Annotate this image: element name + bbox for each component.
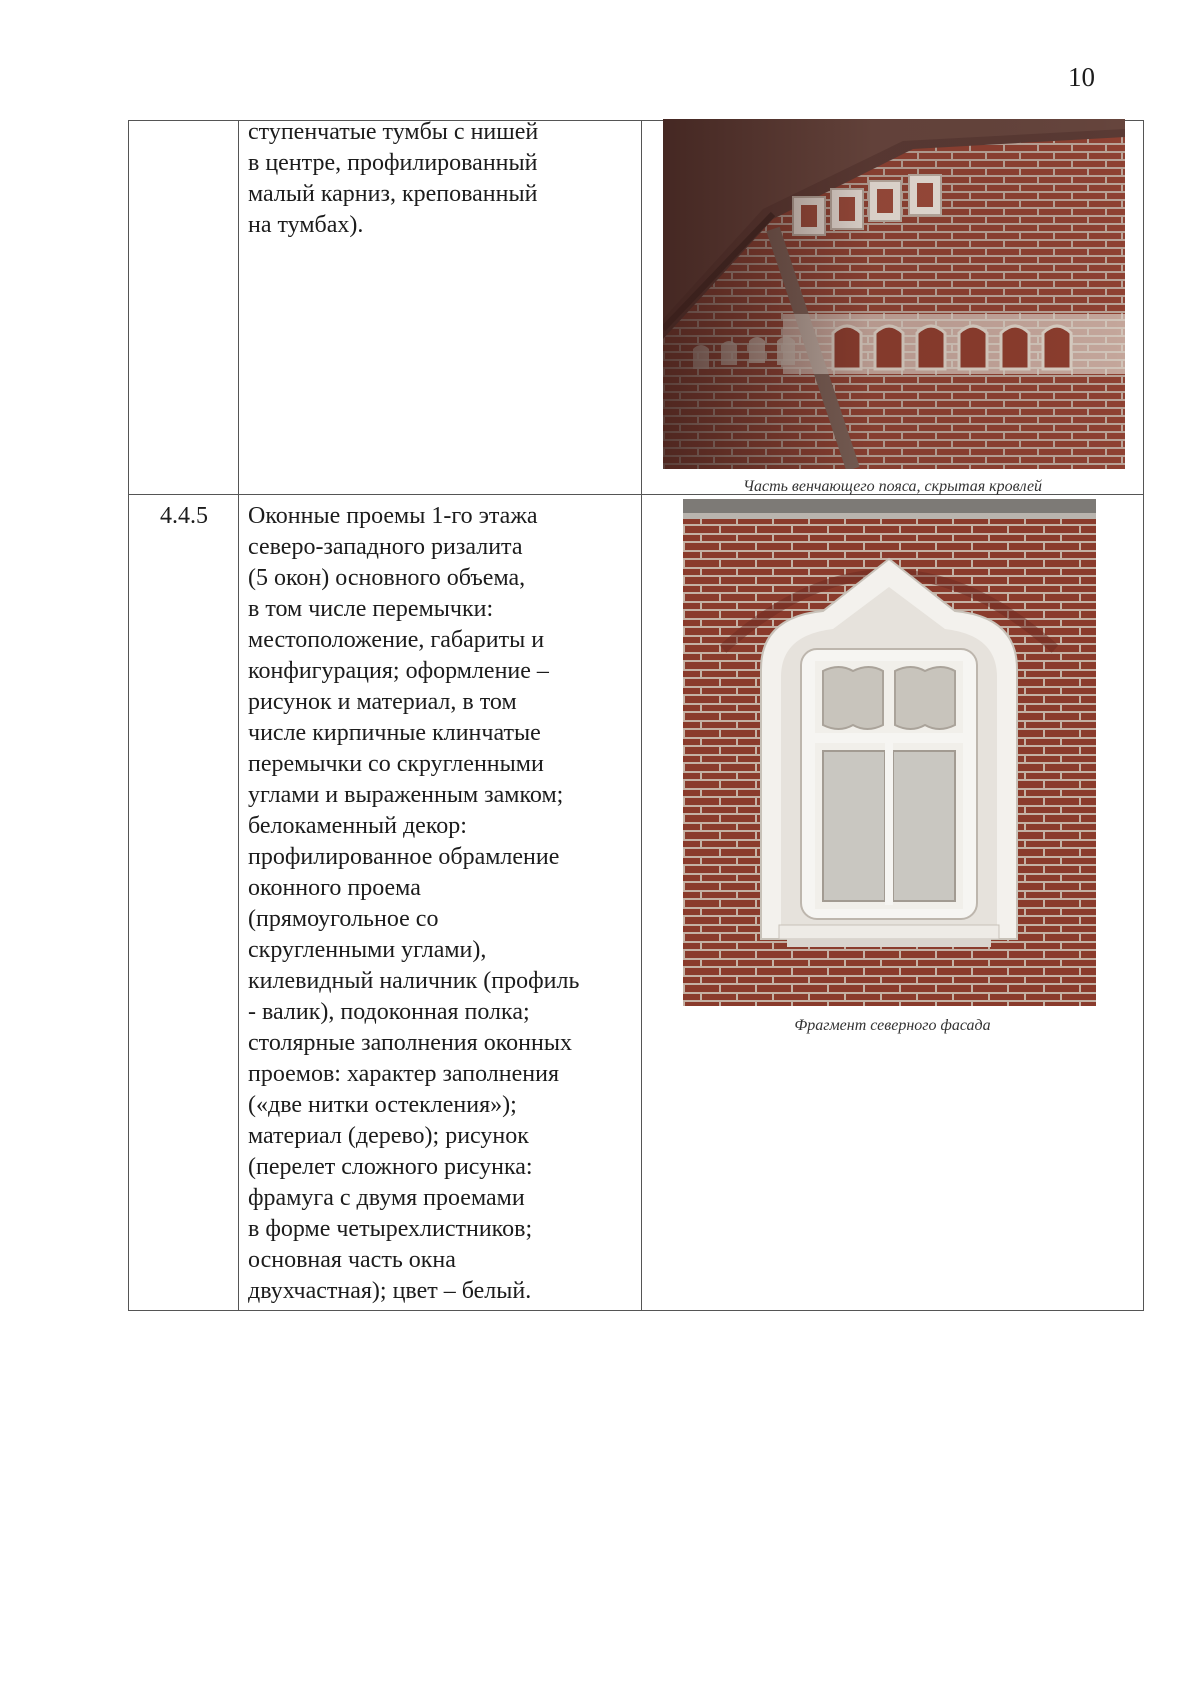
row-number-cell <box>129 495 239 1311</box>
photo-caption: Часть венчающего пояса, скрытая кровлей <box>742 478 1043 495</box>
row-number: 4.4.5 <box>160 503 208 529</box>
cornice-photo <box>663 119 1125 469</box>
description-cell <box>239 121 642 495</box>
heritage-table <box>128 120 1144 1311</box>
photo-cell <box>642 495 1144 1311</box>
row-description: ступенчатые тумбы с нишей в центре, профилированный малый карниз, крепованный на тумбах). <box>248 119 539 238</box>
row-number-cell <box>129 121 239 495</box>
table-row <box>129 121 1144 495</box>
description-cell <box>239 495 642 1311</box>
table-row <box>129 495 1144 1311</box>
row-number <box>129 121 238 129</box>
row-description: Оконные проемы 1-го этажа северо-западного ризалита (5 окон) основного объема, в том числе перемычки: местоположение, габариты и конфигурация; оформление – рисунок и материал, в том числе кирпичные клинчатые перемычки со скругленными углами и выраженным замком; белокаменный декор: профилированное обрамление оконного проема (прямоугольное со скругленными углами), килевидный наличник (профиль - валик), подоконная полка; столярные заполнения оконных проемов: характер заполнения («две нитки остекления»); материал (дерево); рисунок (перелет сложного рисунка: фрамуга с двумя проемами в форме четырехлистников; основная часть окна двухчастная); цвет – белый. <box>248 503 580 1304</box>
photo-caption: Фрагмент северного фасада <box>794 1017 991 1034</box>
photo-cell <box>642 121 1144 495</box>
page-number: 10 <box>1068 62 1095 92</box>
window-photo <box>683 499 1096 1006</box>
